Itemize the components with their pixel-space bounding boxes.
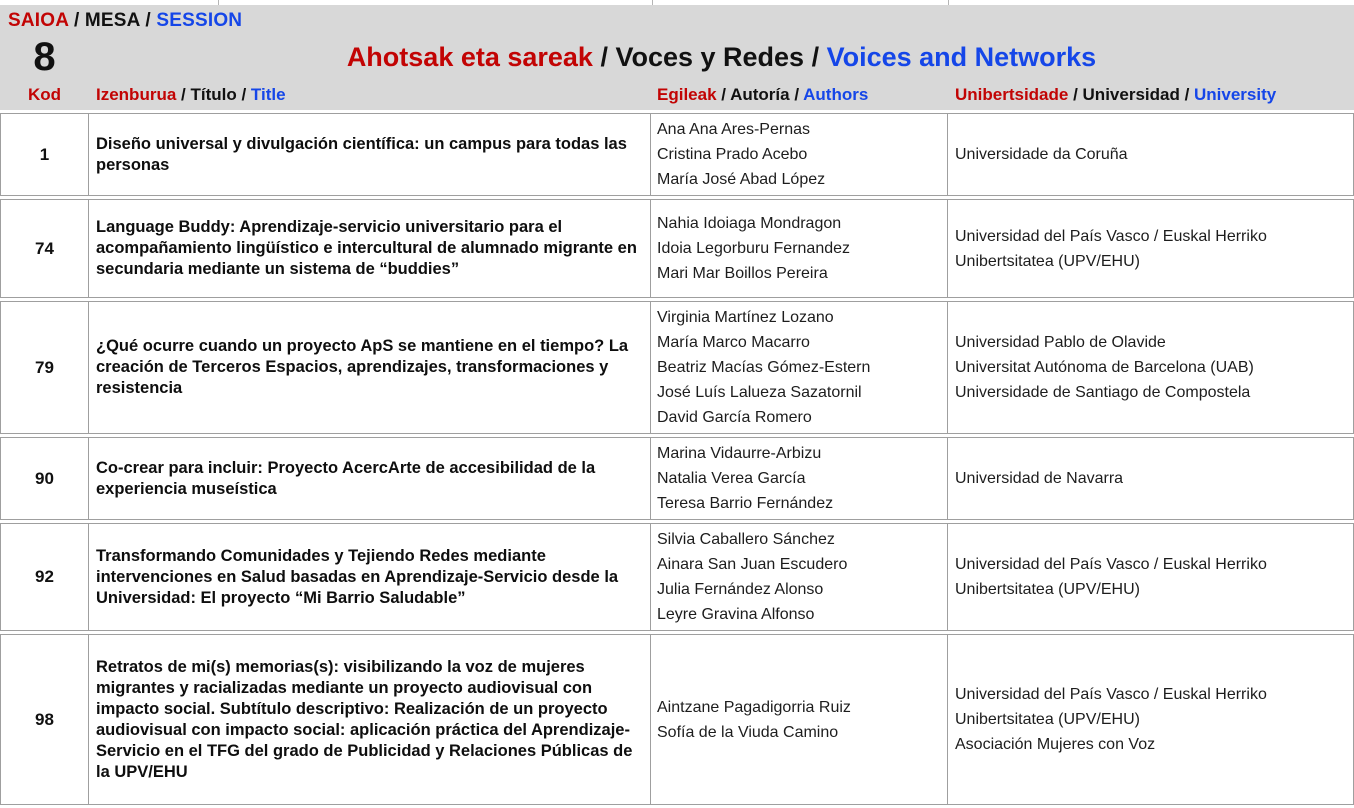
separator: / [592, 41, 616, 72]
column-header-authors-es: Autoría [730, 85, 790, 104]
author-name: Teresa Barrio Fernández [657, 495, 834, 512]
table-row [0, 199, 1354, 298]
author-name: Idoia Legorburu Fernandez [657, 240, 851, 257]
session-label-es: MESA [84, 10, 140, 31]
author-name: Nahia Idoiaga Mondragon [657, 215, 842, 232]
separator: / [789, 85, 804, 104]
author-name: Virginia Martínez Lozano [657, 309, 834, 326]
university-name: Universidad del País Vasco / Euskal Herriko Unibertsitatea (UPV/EHU) [955, 686, 1267, 728]
author-name: Silvia Caballero Sánchez [657, 531, 835, 548]
session-label-eu: SAIOA [8, 10, 69, 31]
title-cell: Transformando Comunidades y Tejiendo Redes mediante intervenciones en Salud basadas en Aprendizaje-Servicio desde la Universidad: El proyecto “Mi Barrio Saludable” [89, 523, 651, 631]
column-header-authors-eu: Egileak [657, 85, 717, 104]
university-cell [948, 199, 1354, 298]
separator: / [1179, 85, 1195, 104]
session-table [0, 110, 1354, 808]
separator: / [236, 85, 251, 104]
session-header [0, 5, 1354, 110]
kod-cell: 92 [0, 523, 89, 631]
column-header-title [89, 85, 651, 105]
author-name: Mari Mar Boillos Pereira [657, 265, 828, 282]
university-name: Universidade de Santiago de Compostela [955, 384, 1251, 401]
author-name: Sofía de la Viuda Camino [657, 723, 839, 741]
author-name: Leyre Gravina Alfonso [657, 606, 815, 623]
table-row [0, 523, 1354, 631]
kod-cell: 98 [0, 634, 89, 805]
session-title-row [0, 34, 1354, 80]
top-strip [0, 0, 1354, 5]
authors-cell [651, 301, 948, 434]
author-name: Aintzane Pagadigorria Ruiz [657, 698, 851, 716]
authors-cell [651, 113, 948, 196]
university-cell [948, 634, 1354, 805]
author-name: Julia Fernández Alonso [657, 581, 824, 598]
title-cell: Retratos de mi(s) memorias(s): visibilizando la voz de mujeres migrantes y racializadas mediante un proyecto audiovisual con impacto social. Subtítulo descriptivo: Realización de un proyecto audiovisual con impacto social: aplicación práctica del Aprendizaje-Servicio en el TFG del grado de Publicidad y Relaciones Públicas de la UPV/EHU [89, 634, 651, 805]
separator: / [804, 41, 827, 72]
separator: / [716, 85, 731, 104]
session-table-body [0, 113, 1354, 805]
column-divider-mark [218, 0, 219, 5]
session-title [89, 42, 1354, 73]
column-divider-mark [948, 0, 949, 5]
university-cell [948, 301, 1354, 434]
title-cell: Language Buddy: Aprendizaje-servicio universitario para el acompañamiento lingüístico e intercultural de alumnado migrante en secundaria mediante un sistema de “buddies” [89, 199, 651, 298]
university-name: Universidad del País Vasco / Euskal Herriko Unibertsitatea (UPV/EHU) [955, 227, 1267, 270]
column-header-authors [651, 85, 948, 105]
kod-cell: 1 [0, 113, 89, 196]
column-header-university-es: Universidad [1082, 85, 1180, 104]
author-name: Beatriz Macías Gómez-Estern [657, 359, 871, 376]
separator: / [139, 10, 157, 31]
session-title-en: Voices and Networks [826, 41, 1097, 72]
separator: / [1068, 85, 1083, 104]
author-name: José Luís Lalueza Sazatornil [657, 384, 862, 401]
university-name: Universitat Autónoma de Barcelona (UAB) [955, 359, 1254, 376]
title-cell: Diseño universal y divulgación científica: un campus para todas las personas [89, 113, 651, 196]
column-header-title-es: Título [190, 85, 237, 104]
author-name: Natalia Verea García [657, 470, 806, 487]
author-name: Ainara San Juan Escudero [657, 556, 848, 573]
column-header-university [948, 85, 1354, 105]
column-header-university-eu: Unibertsidade [955, 85, 1069, 104]
table-row [0, 634, 1354, 805]
table-row [0, 113, 1354, 196]
author-name: Ana Ana Ares-Pernas [657, 121, 810, 138]
column-header-kod: Kod [27, 85, 62, 104]
column-header-row [0, 80, 1354, 110]
author-name: Cristina Prado Acebo [657, 146, 808, 163]
university-name: Universidade da Coruña [955, 146, 1128, 163]
separator: / [176, 85, 191, 104]
title-cell: ¿Qué ocurre cuando un proyecto ApS se mantiene en el tiempo? La creación de Terceros Espacios, aprendizajes, transformaciones y resistencia [89, 301, 651, 434]
table-row [0, 301, 1354, 434]
column-divider-mark [652, 0, 653, 5]
session-label-en: SESSION [156, 10, 243, 31]
university-cell [948, 437, 1354, 520]
column-header-university-en: University [1194, 85, 1277, 104]
session-number: 8 [33, 35, 56, 79]
university-name: Asociación Mujeres con Voz [955, 736, 1156, 753]
session-title-eu: Ahotsak eta sareak [346, 41, 593, 72]
author-name: Marina Vidaurre-Arbizu [657, 445, 822, 462]
author-name: David García Romero [657, 409, 812, 426]
authors-cell [651, 634, 948, 805]
session-title-es: Voces y Redes [615, 41, 805, 72]
separator: / [68, 10, 85, 31]
column-header-title-en: Title [250, 85, 286, 104]
authors-cell [651, 437, 948, 520]
title-cell: Co-crear para incluir: Proyecto AcercArte de accesibilidad de la experiencia museística [89, 437, 651, 520]
university-cell [948, 113, 1354, 196]
kod-cell: 90 [0, 437, 89, 520]
university-name: Universidad de Navarra [955, 470, 1124, 487]
authors-cell [651, 199, 948, 298]
author-name: María Marco Macarro [657, 334, 810, 351]
kod-cell: 74 [0, 199, 89, 298]
table-row [0, 437, 1354, 520]
university-name: Universidad Pablo de Olavide [955, 334, 1166, 351]
column-header-authors-en: Authors [803, 85, 869, 104]
column-header-title-eu: Izenburua [96, 85, 177, 104]
kod-cell: 79 [0, 301, 89, 434]
author-name: María José Abad López [657, 171, 826, 188]
university-cell [948, 523, 1354, 631]
university-name: Universidad del País Vasco / Euskal Herriko Unibertsitatea (UPV/EHU) [955, 556, 1267, 598]
authors-cell [651, 523, 948, 631]
session-label [0, 8, 1354, 34]
